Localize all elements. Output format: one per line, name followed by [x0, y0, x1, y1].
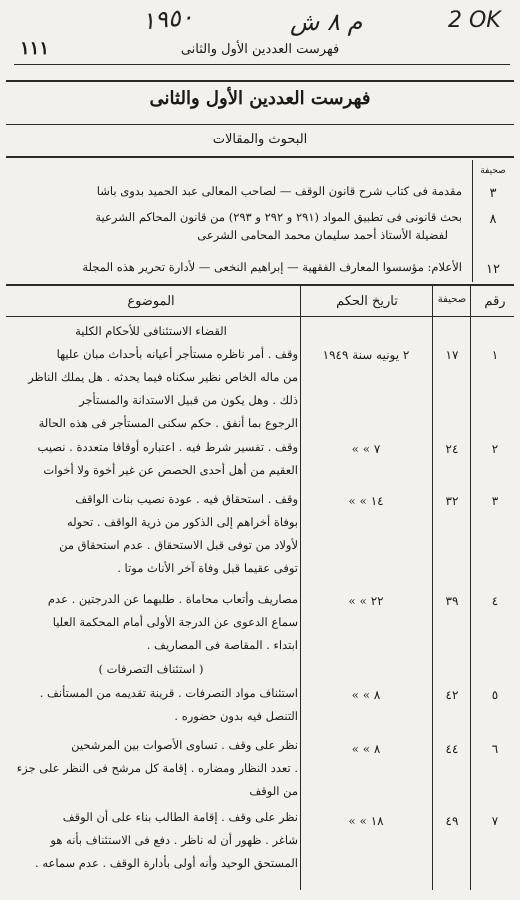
subject-line: المستحق الوحيد وأنه أولى بأدارة الوقف . عدم سماعه . [35, 856, 298, 870]
row-raqm: ٦ [491, 742, 499, 756]
table-row [4, 588, 298, 657]
table-header-rule [6, 316, 514, 317]
header-sahifa: صحيفة [437, 294, 467, 305]
table-row [4, 734, 298, 803]
table-column-rule [470, 284, 471, 890]
article-page: ٣ [489, 186, 497, 201]
subject-line: سماع الدعوى عن الدرجة الأولى أمام المحكمة العليا [52, 615, 298, 629]
handwritten-year: ١٩٥٠ [140, 2, 195, 36]
subject-line: شاغر . ظهور أن له ناظر . دفع فى الاستئناف بأنه هو [50, 833, 298, 847]
subject-line: ذلك . وهل يكون من قبيل الاستدانة والمستأجر [79, 393, 298, 407]
header-rule [14, 64, 510, 65]
subsection-heading [4, 658, 298, 681]
subject-line: من الوقف [249, 784, 298, 798]
articles-column-rule [472, 160, 473, 282]
subject-line: من ماله الخاص نظير سكناه فيما يحدثه . هل يملك الناظر [28, 370, 298, 384]
row-sahifa: ٣٢ [445, 494, 459, 508]
running-header: فهرست العددين الأول والثانى [180, 42, 340, 57]
subject-line: نظر على وقف . تساوى الأصوات بين المرشحين [71, 738, 298, 752]
subject-line: . تعدد النظار ومضاره . إقامة كل مرشح فى النظر على جزء [16, 761, 298, 775]
subject-line: بوفاة أخراهم إلى الذكور من ذرية الواقف . تحوله [66, 515, 298, 529]
row-date: ١٨ » » [348, 814, 384, 828]
row-raqm: ٤ [491, 594, 499, 608]
header-date: تاريخ الحكم [336, 294, 398, 309]
article-entry [22, 258, 462, 276]
row-date: ٧ » » [351, 442, 381, 456]
subject-line: وقف . استحقاق فيه . عودة نصيب بنات الواقف [75, 492, 298, 506]
title-box-top [6, 80, 514, 82]
subject-line: العقيم من أهل أحدى الحصص عن غير أخوة ولا أخوات [43, 463, 298, 477]
row-raqm: ٣ [491, 494, 499, 508]
table-row [4, 488, 298, 580]
row-raqm: ٢ [491, 442, 499, 456]
section-rule [6, 156, 514, 158]
subject-line: وقف . أمر ناظره مستأجر أعيانه بأحداث مبان عليها [56, 347, 298, 361]
header-subject: الموضوع [127, 294, 175, 309]
article-entry [22, 182, 462, 200]
table-row [4, 320, 298, 435]
subject-heading: القضاء الاستئنافى للأحكام الكلية [75, 324, 227, 338]
article-entry [22, 208, 462, 244]
row-sahifa: ٣٩ [445, 594, 459, 608]
subsection-heading-text: ( استئناف التصرفات ) [98, 662, 204, 676]
page-title: فهرست العددين الأول والثانى [149, 88, 371, 109]
row-raqm: ٧ [491, 814, 499, 828]
subject-line: توفى عقيما قبل وفاة آخر الأناث موتا . [117, 561, 298, 575]
row-date: ٨ » » [351, 688, 381, 702]
subject-line: استئناف مواد التصرفات . قرينة تقديمه من المستأنف . [39, 686, 298, 700]
title-box-divider [6, 124, 514, 125]
subject-line: مصاريف وأتعاب محاماة . طلبهما عن الدرجتين . عدم [47, 592, 298, 606]
row-sahifa: ٤٢ [445, 688, 459, 702]
handwritten-mark: 2 OK [448, 8, 501, 33]
row-date: ٨ » » [351, 742, 381, 756]
article-page: ٨ [489, 212, 497, 227]
subject-line: نظر على وقف . إقامة الطالب بناء على أن الوقف [62, 810, 298, 824]
article-line: الأعلام: مؤسسوا المعارف الفقهية — إبراهيم النخعى — لأدارة تحرير هذه المجلة [82, 260, 462, 274]
table-column-rule [432, 284, 433, 890]
row-raqm: ١ [491, 348, 499, 362]
articles-page-label: صحيفة [480, 166, 506, 176]
article-line: مقدمة فى كتاب شرح قانون الوقف — لصاحب المعالى عبد الحميد بدوى باشا [96, 184, 462, 198]
table-top-rule [6, 284, 514, 286]
article-page: ١٢ [486, 262, 500, 277]
header-raqm: رقم [484, 294, 506, 309]
article-line: بحث قانونى فى تطبيق المواد (٢٩١ و ٢٩٢ و ٢٩٣) من قانون المحاكم الشرعية [95, 210, 462, 224]
subject-line: وقف . تفسير شرط فيه . اعتباره أوقافا متعددة . نصيب [37, 440, 298, 454]
row-sahifa: ١٧ [445, 348, 459, 362]
handwritten-note: م ٨ ش [290, 8, 363, 36]
subject-line: ابتداء . المقاصة فى المصاريف . [146, 638, 298, 652]
subject-line: الرجوع بما أنفق . حكم سكنى المستأجر فى هذه الحالة [38, 416, 298, 430]
section-title: البحوث والمقالات [212, 132, 308, 147]
table-row [4, 682, 298, 728]
table-row [4, 806, 298, 875]
row-sahifa: ٢٤ [445, 442, 459, 456]
row-date: ١٤ » » [348, 494, 384, 508]
row-raqm: ٥ [491, 688, 499, 702]
row-sahifa: ٤٤ [445, 742, 459, 756]
article-line: لفضيلة الأستاذ أحمد سليمان محمد المحامى الشرعى [197, 228, 448, 242]
row-date: ٢٢ » » [348, 594, 384, 608]
page-number: ١١١ [20, 38, 50, 59]
row-date: ٢ يونيه سنة ١٩٤٩ [322, 348, 410, 362]
row-sahifa: ٤٩ [445, 814, 459, 828]
subject-line: التنصل فيه بدون حضوره . [174, 709, 298, 723]
table-column-rule [300, 284, 301, 890]
table-row [4, 436, 298, 482]
subject-line: لأولاد من توفى قبل الاستحقاق . عدم استحقاق من [59, 538, 298, 552]
